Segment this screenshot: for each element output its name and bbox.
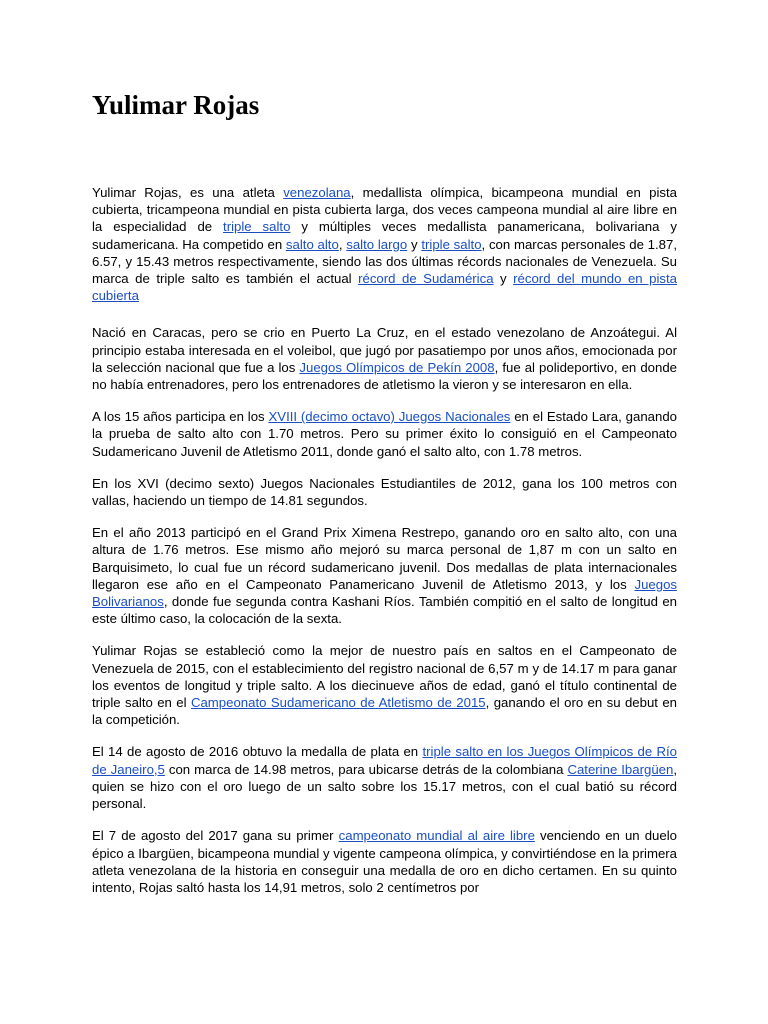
article-link[interactable]: Campeonato Sudamericano de Atletismo de 2015 <box>190 695 486 711</box>
article-link[interactable]: Juegos Bolivarianos <box>92 576 677 610</box>
article-link[interactable]: Juegos Olímpicos de Pekín 2008 <box>299 359 495 375</box>
paragraph-4 <box>92 475 677 509</box>
text-run: , medallista olímpica, bicampeona mundial en pista cubierta, tricampeona mundial en pista cubierta larga, dos veces campeona mundial al aire libre en la especialidad de <box>92 185 677 235</box>
article-link[interactable]: triple salto <box>223 219 291 235</box>
text-run: Yulimar Rojas se estableció como la mejor de nuestro país en saltos en el Campeonato de Venezuela de 2015, con el establecimiento del registro nacional de 6,57 m y de 14.17 m para ganar los eventos de longitud y triple salto. A los diecinueve años de edad, ganó el título continental de triple salto en el <box>92 643 677 711</box>
text-run: y múltiples veces medallista panamericana, bolivariana y sudamericana. Ha competido en <box>92 219 677 252</box>
text-run: , donde fue segunda contra Kashani Ríos. También compitió en el salto de longitud en este último caso, la colocación de la sexta. <box>92 594 677 627</box>
article-link[interactable]: salto alto <box>285 236 339 252</box>
text-run: Nació en Caracas, pero se crio en Puerto La Cruz, en el estado venezolano de Anzoátegui. Al principio estaba interesada en el voleibol, que jugó por pasatiempo por unos años, emocionada por la selección nacional que fue a los <box>92 325 677 375</box>
page-title: Yulimar Rojas <box>92 90 260 120</box>
paragraph-7 <box>92 743 677 812</box>
article-link[interactable]: récord de Sudamérica <box>358 271 494 287</box>
text-run: En el año 2013 participó en el Grand Prix Ximena Restrepo, ganando oro en salto alto, con una altura de 1.76 metros. Ese mismo año mejoró su marca personal de 1,87 m con un salto en Barquisimeto, lo cual fue un récord sudamericano juvenil. Dos medallas de plata internacionales llegaron ese año en el Campeonato Panamericano Juvenil de Atletismo 2013, y los <box>92 525 677 592</box>
text-run: , con marcas personales de 1.87, 6.57, y 15.43 metros respectivamente, siendo las dos últimas récords nacionales de Venezuela. Su marca de triple salto es también el actual <box>92 236 677 287</box>
article-body <box>92 184 677 911</box>
text-run: , ganando el oro en su debut en la competición. <box>92 695 677 728</box>
text-run: , quien se hizo con el oro luego de un salto sobre los 15.17 metros, con el cual batió su récord personal. <box>92 761 677 812</box>
paragraph-2 <box>92 324 677 393</box>
paragraph-1 <box>92 184 677 304</box>
text-run: , <box>338 236 347 252</box>
article-link[interactable]: récord del mundo en pista cubierta <box>92 271 677 304</box>
article-link[interactable]: salto largo <box>346 236 408 252</box>
text-run: con marca de 14.98 metros, para ubicarse detrás de la colombiana <box>164 761 568 777</box>
text-run: El 14 de agosto de 2016 obtuvo la medalla de plata en <box>92 744 423 760</box>
article-link[interactable]: venezolana <box>283 185 351 200</box>
article-link[interactable]: Caterine Ibargüen <box>567 761 674 777</box>
text-run: y <box>493 271 514 287</box>
paragraph-6 <box>92 642 677 728</box>
article-link[interactable]: triple salto en los Juegos Olímpicos de Río de Janeiro,5 <box>92 744 677 777</box>
text-run: , fue al polideportivo, en donde no había entrenadores, pero los entrenadores de atletismo la vieron y se interesaron en ella. <box>92 359 677 393</box>
text-run: Yulimar Rojas, es una atleta <box>92 185 284 200</box>
article-link[interactable]: campeonato mundial al aire libre <box>338 828 535 844</box>
text-run: venciendo en un duelo épico a Ibargüen, bicampeona mundial y vigente campeona olímpica, y convirtiéndose en la primera atleta venezolana de la historia en conseguir una medalla de oro en dicho certamen. En su quinto intento, Rojas saltó hasta los 14,91 metros, solo 2 centímetros por <box>92 828 677 895</box>
text-run: en el Estado Lara, ganando la prueba de salto alto con 1.70 metros. Pero su primer éxito lo consiguió en el Campeonato Sudamericano Juvenil de Atletismo 2011, donde ganó el salto alto, con 1.78 metros. <box>92 409 677 459</box>
text-run: y <box>407 236 422 252</box>
paragraph-3 <box>92 408 677 460</box>
paragraph-8 <box>92 827 677 896</box>
text-run: El 7 de agosto del 2017 gana su primer <box>92 828 339 844</box>
paragraph-5 <box>92 524 677 627</box>
document-page <box>92 0 677 1024</box>
article-link[interactable]: XVIII (decimo octavo) Juegos Nacionales <box>268 409 511 425</box>
text-run: A los 15 años participa en los <box>92 409 269 425</box>
text-run: En los XVI (decimo sexto) Juegos Nacionales Estudiantiles de 2012, gana los 100 metros con vallas, haciendo un tiempo de 14.81 segundos. <box>92 475 677 509</box>
article-link[interactable]: triple salto <box>421 236 482 252</box>
